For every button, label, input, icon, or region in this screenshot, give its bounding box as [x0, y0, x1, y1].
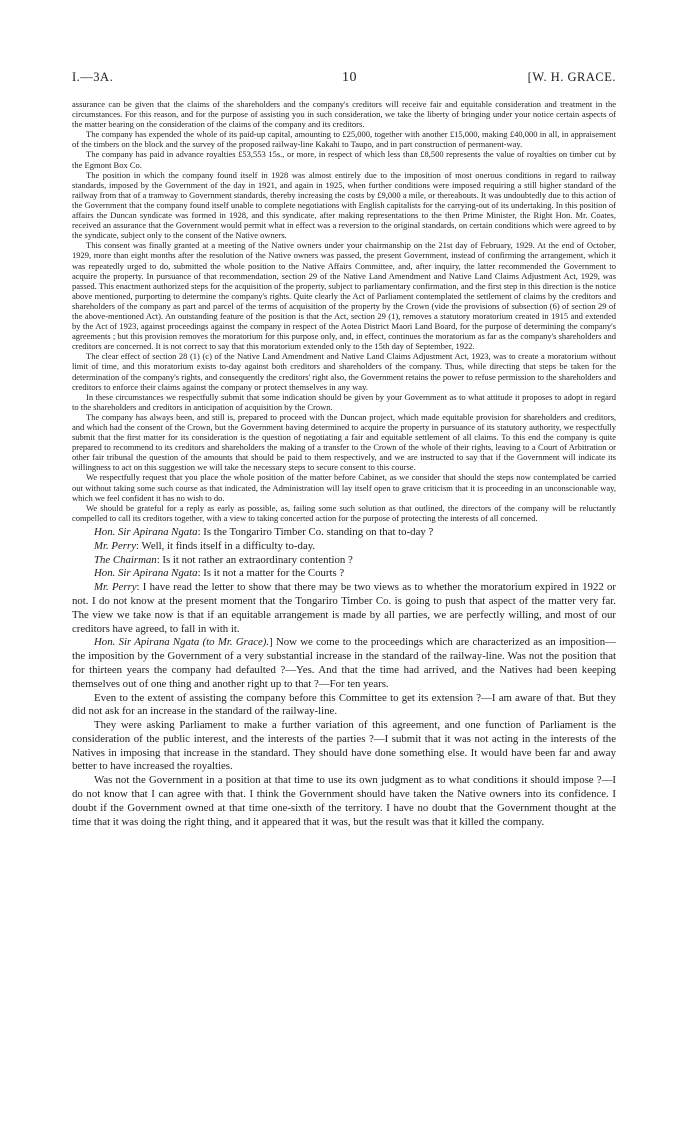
dialogue-line	[72, 554, 616, 568]
dialogue-line	[72, 774, 616, 829]
letter-paragraph: This consent was finally granted at a meeting of the Native owners under your chairmanship on the 21st day of February, 1929. At the end of October, 1929, more than eight months after the resolution of the Native owners was passed, the present Government, instead of confirming the arrangement, which it was repeatedly urged to do, submitted the whole position to the Native Affairs Committee, and, after inquiry, the latter recommended the Government to acquire the property. In pursuance of that recommendation, section 29 of the Native Land Amendment and Native Land Claims Adjustment Act, 1929, was passed. This enactment authorized steps for the acquisition of the property, subject to parliamentary confirmation, and the first step in this direction is the notice above mentioned, purporting to determine the company's rights. Quite clearly the Act of Parliament contemplated the settlement of claims by the creditors and shareholders of the company as part and parcel of the terms of acquisition of the property by the Crown (vide the provisions of subsection (6) of section 29 of the above-mentioned Act). An outstanding feature of the position is that the Act, section 29 (1), removes a statutory moratorium created in 1915 and extended by the Act of 1923, against proceedings against the company in respect of the Aotea District Maori Land Board, for the purpose of determining the company's agreements ; but this provision removes the moratorium for this purpose only, and, in effect, continues the moratorium as far as the company's shareholders and creditors are concerned. It is not correct to say that this moratorium extended only to the 15th day of September, 1922.	[72, 240, 616, 352]
speech: Even to the extent of assisting the company before this Committee to get its extension ?—I am aware of that. But they did not ask for an increase in the standard of the railway-line.	[72, 691, 616, 718]
letter-paragraph: We should be grateful for a reply as early as possible, as, failing some such solution as that outlined, the directors of the company will be reluctantly compelled to call its creditors together, with a view to taking concerted action for the purpose of protecting the interests of all concerned.	[72, 502, 616, 523]
speaker: Mr. Perry	[94, 581, 137, 594]
speech: : Well, it finds itself in a difficulty to-day.	[135, 539, 316, 552]
dialogue-line	[72, 581, 616, 636]
dialogue-line	[72, 567, 616, 581]
speaker: Hon. Sir Apirana Ngata	[94, 567, 198, 580]
speech: Was not the Government in a position at that time to use its own judgment as to what conditions it should impose ?—I do not know that I can agree with that. I think the Government should have taken the Native owners into its confidence. I doubt if the Government owned at that time one-sixth of the territory. I have no doubt that the Government thought at the time that it was doing the right thing, and it appeared that it was, but the result was that it killed the company.	[72, 774, 616, 828]
speech: ] Now we come to the proceedings which are characterized as an imposition—the imposition by the Government of a very substantial increase in the standard of the railway-line. Was not the position that for thirteen years the company had defaulted ?—Yes. And that the time had arrived, and the Natives had been keeping themselves out of one thing and another right up to that ?—For ten years.	[72, 636, 616, 690]
report-reference: I.—3A.	[72, 70, 114, 84]
speaker: Mr. Perry	[94, 539, 136, 552]
dialogue-line	[72, 540, 616, 554]
speaker: The Chairman	[94, 553, 157, 566]
letter-paragraph: The position in which the company found itself in 1928 was almost entirely due to the imposition of most onerous conditions in regard to railway standards, imposed by the Government of the day in 1921, and again in 1925, when further conditions were imposed requiring a still higher standard of the railway from that of a tramway to Government standards, thereby increasing the costs by £9,000 a mile, or thereabouts. It was undoubtedly due to this action of the Government that the company found itself unable to complete negotiations with English capitalists for the carrying-out of its undertaking. In this position of affairs the Duncan syndicate was formed in 1928, and this syndicate, after making representations to the then Prime Minister, the Right Hon. Mr. Coates, received an assurance that the Government would permit what in effect was a reversion to the original standards, on certain conditions which were agreed to by the syndicate, subject only to the consent of the Native owners.	[72, 169, 616, 241]
dialogue-line	[72, 636, 616, 691]
speech: : I have read the letter to show that there may be two views as to whether the moratorium expired in 1922 or not. I do not know at the present moment that the Tongariro Timber Co. is going to push that aspect of the matter very far. The view we take now is that if an equitable arrangement is made by all parties, we are perfectly willing, and most of our creditors have agreed, to fall in with it.	[72, 581, 617, 635]
letter-paragraph: The clear effect of section 28 (1) (c) of the Native Land Amendment and Native Land Claims Adjustment Act, 1923, was to create a moratorium without limit of time, and this moratorium exists to-day against both creditors and shareholders of the company. Thus, while directing that steps be taken for the determination of the company's rights, and consequently the creditors' right also, the Government retains the power to refuse permission to the shareholders and creditors to enforce their claims against the company or protect themselves in any way.	[72, 351, 616, 392]
evidence-dialogue	[72, 526, 616, 830]
speaker: Hon. Sir Apirana Ngata	[94, 525, 198, 538]
letter-text	[72, 99, 616, 523]
letter-paragraph: We respectfully request that you place the whole position of the matter before Cabinet, as we consider that should the steps now contemplated be carried out without taking some such course as that indicated, the Administration will lay itself open to grave criticism that it is proceeding in an unconscionable way, which we feel confident it has no wish to do.	[72, 472, 616, 503]
speech: : Is it not rather an extraordinary contention ?	[156, 553, 353, 566]
letter-paragraph: The company has expended the whole of its paid-up capital, amounting to £25,000, together with another £15,000, making £40,000 in all, in appraisement of the timbers on the block and the survey of the proposed railway-line Kakahi to Taupo, and in part construction of permanent-way.	[72, 129, 616, 150]
speaker: Hon. Sir Apirana Ngata (to Mr. Grace).	[94, 636, 270, 649]
speech: : Is the Tongariro Timber Co. standing on that to-day ?	[197, 525, 434, 538]
letter-paragraph: assurance can be given that the claims of the shareholders and the company's creditors will receive fair and equitable consideration and treatment in the circumstances. For this reason, and for the purpose of assisting you in such consideration, we take the liberty of bringing under your notice certain aspects of the matter bearing on the consideration of the claims of the company and its creditors.	[72, 99, 616, 130]
dialogue-line	[72, 692, 616, 720]
page-header	[72, 70, 616, 92]
witness-name: [W. H. GRACE.	[527, 70, 616, 84]
speech: They were asking Parliament to make a further variation of this agreement, and one function of Parliament is the consideration of the public interest, and the interests of the parties ?—I submit that it was not acting in the interests of the Natives in imposing that increase in the standard. They should have done something else. It would have been far and away better to have increased the royalties.	[72, 719, 616, 773]
letter-paragraph: The company has always been, and still is, prepared to proceed with the Duncan project, which made equitable provision for shareholders and creditors, and which had the consent of the Crown, but the Government having determined to acquire the property in pursuance of its statutory authority, we respectfully submit that the first matter for its consideration is the question of negotiating a fair and equitable settlement of all claims. To this end the company is quite prepared to recommend to its creditors and shareholders the making of a transfer to the Crown of the whole of their rights, leaving to a Court of Arbitration or other fair tribunal the question of the amounts that should be paid to them respectively, and we are instructed to say that if the Government will indicate its willingness to act on this suggestion we will take the necessary steps to secure consent to this course.	[72, 411, 616, 473]
page-number: 10	[342, 70, 357, 85]
letter-paragraph: In these circumstances we respectfully submit that some indication should be given by your Government as to what attitude it proposes to adopt in regard to the shareholders and creditors in anticipation of acquisition by the Crown.	[72, 391, 616, 412]
speech: : Is it not a matter for the Courts ?	[197, 567, 345, 580]
dialogue-line	[72, 719, 616, 774]
dialogue-line	[72, 526, 616, 540]
letter-paragraph: The company has paid in advance royalties £53,553 15s., or more, in respect of which less than £8,500 represents the value of royalties on timber cut by the Egmont Box Co.	[72, 149, 616, 170]
